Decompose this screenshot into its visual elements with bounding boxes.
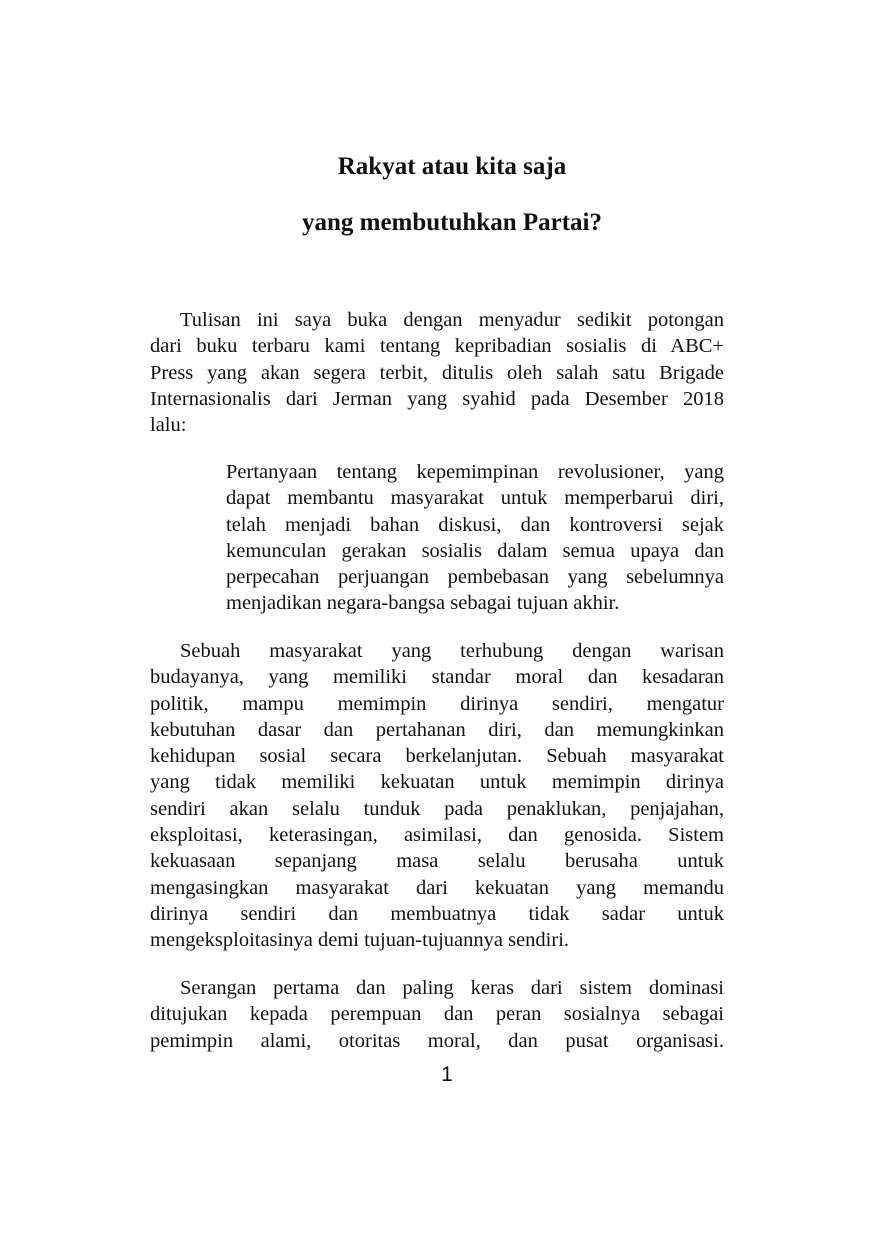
page-number: 1 [441, 1063, 453, 1086]
paragraph-line: Internasionalis dari Jerman yang syahid pada Desember 2018 [150, 387, 724, 410]
paragraph-line: sendiri akan selalu tunduk pada penaklukan, penjajahan, [150, 797, 724, 820]
paragraph-attack [150, 975, 724, 1054]
paragraph-line: kehidupan sosial secara berkelanjutan. Sebuah masyarakat [150, 745, 724, 768]
paragraph-line: dari buku terbaru kami tentang kepribadian sosialis di ABC+ [150, 335, 724, 358]
paragraph-line: politik, mampu memimpin dirinya sendiri, mengatur [150, 692, 724, 715]
title-line-1: Rakyat atau kita saja [337, 153, 567, 180]
block-quote [226, 459, 724, 617]
paragraph-line: Tulisan ini saya buka dengan menyadur sedikit potongan [180, 309, 724, 331]
quote-line: Pertanyaan tentang kepemimpinan revolusioner, yang [226, 461, 724, 483]
paragraph-society [150, 638, 724, 954]
paragraph-line: Press yang akan segera terbit, ditulis oleh salah satu Brigade [150, 361, 724, 384]
quote-line: perpecahan perjuangan pembebasan yang sebelumnya [226, 566, 724, 589]
paragraph-line: mengasingkan masyarakat dari kekuatan yang memandu [150, 876, 724, 899]
paragraph-line: eksploitasi, keterasingan, asimilasi, dan genosida. Sistem [150, 824, 724, 847]
paragraph-line: lalu: [150, 414, 187, 437]
paragraph-line: kekuasaan sepanjang masa selalu berusaha untuk [150, 850, 724, 873]
paragraph-line: dirinya sendiri dan membuatnya tidak sadar untuk [150, 902, 724, 925]
paragraph-line: mengeksploitasinya demi tujuan-tujuannya sendiri. [150, 929, 570, 952]
title-line-2: yang membutuhkan Partai? [301, 209, 603, 236]
paragraph-intro [150, 307, 724, 438]
paragraph-line: budayanya, yang memiliki standar moral dan kesadaran [150, 666, 724, 689]
quote-line: kemunculan gerakan sosialis dalam semua upaya dan [226, 539, 724, 562]
paragraph-line: ditujukan kepada perempuan dan peran sosialnya sebagai [150, 1003, 724, 1026]
paragraph-line: yang tidak memiliki kekuatan untuk memimpin dirinya [150, 771, 724, 794]
quote-line: telah menjadi bahan diskusi, dan kontroversi sejak [226, 513, 724, 536]
paragraph-line: pemimpin alami, otoritas moral, dan pusat organisasi. [150, 1029, 724, 1052]
paragraph-line: Sebuah masyarakat yang terhubung dengan warisan [180, 640, 724, 662]
quote-line: dapat membantu masyarakat untuk memperbarui diri, [226, 487, 724, 510]
paragraph-line: kebutuhan dasar dan pertahanan diri, dan memungkinkan [150, 718, 724, 741]
quote-line: menjadikan negara-bangsa sebagai tujuan akhir. [226, 592, 620, 615]
paragraph-line: Serangan pertama dan paling keras dari sistem dominasi [180, 977, 724, 999]
